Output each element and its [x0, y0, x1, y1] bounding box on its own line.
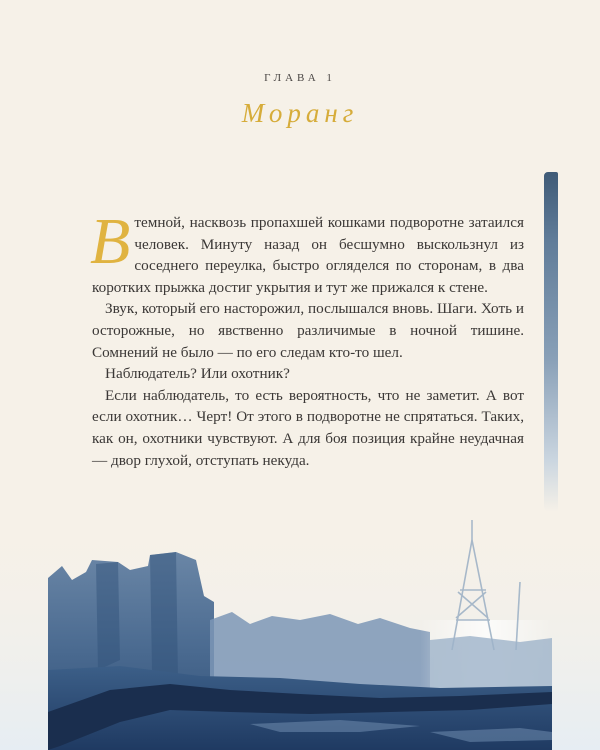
chapter-number: ГЛАВА 1 [264, 72, 336, 84]
paragraph-3: Наблюдатель? Или охотник? [105, 365, 290, 383]
chapter-text [90, 205, 524, 471]
paint-stroke-decoration [544, 172, 558, 512]
chapter-title: Моранг [241, 98, 359, 128]
paragraph-4: Если наблюдатель, то есть вероятность, что не заметит. А вот если охотник… Черт! От этого в подворотне не спрятаться. Таких, как он, охотники чувствуют. А для боя позиция крайне неудачная — двор глухой, отступать некуда. [92, 386, 524, 469]
paragraph-1-text: темной, насквозь пропахшей кошками подворотне затаился человек. Минуту назад он бесшумно выскользнул из соседнего переулка, быстро огляделся по сторонам, в два коротких прыжка достиг укрытия и тут же прижался к стене. [92, 214, 524, 296]
night-city-illustration [0, 500, 600, 750]
drop-cap: В [90, 205, 131, 278]
paragraph-1 [90, 205, 524, 298]
paragraph-2: Звук, который его насторожил, послышался вновь. Шаги. Хоть и осторожные, но явственно различимые в ночной тишине. Сомнений не было — по его следам кто-то шел. [92, 300, 524, 361]
